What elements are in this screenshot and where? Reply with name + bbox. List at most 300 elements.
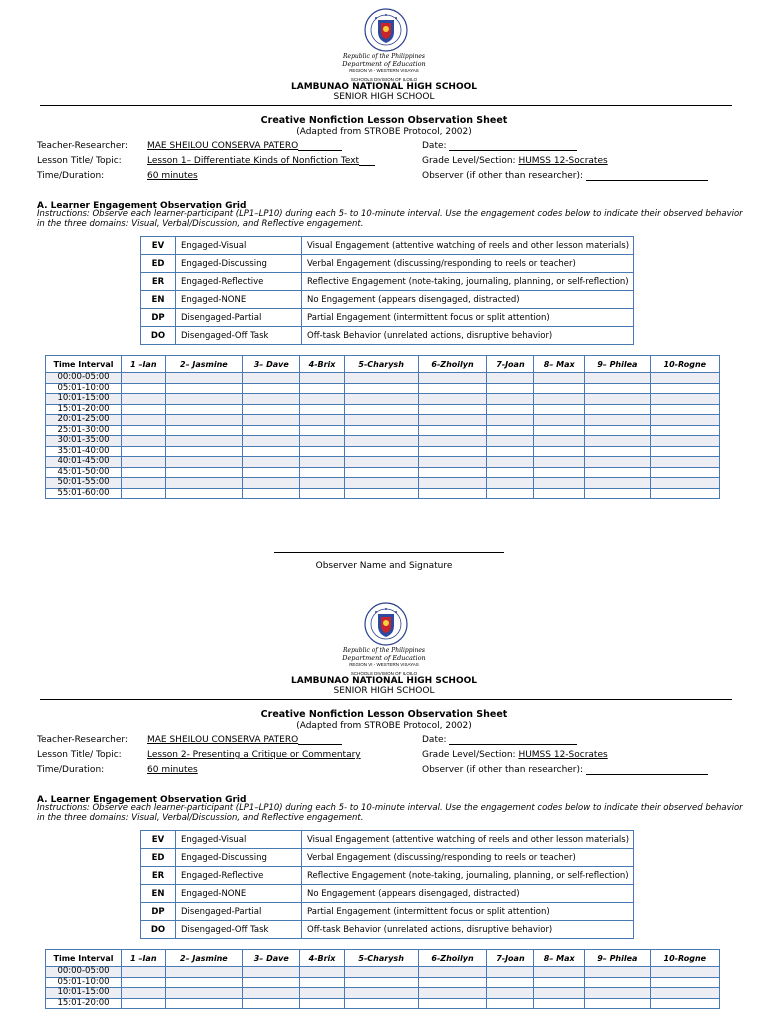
observation-cell[interactable] xyxy=(165,394,242,405)
observation-cell[interactable] xyxy=(122,478,166,489)
code-row xyxy=(141,849,634,867)
observation-cell[interactable] xyxy=(300,415,344,426)
observation-cell[interactable] xyxy=(650,404,719,415)
observation-cell[interactable] xyxy=(650,467,719,478)
observation-cell[interactable] xyxy=(122,436,166,447)
observation-cell[interactable] xyxy=(243,436,300,447)
learner-header: 4-Brix xyxy=(300,356,344,373)
observation-cell[interactable] xyxy=(300,467,344,478)
republic-text: Republic of the Philippines xyxy=(343,53,425,60)
observation-cell[interactable] xyxy=(534,967,585,978)
table-row xyxy=(46,488,720,499)
observation-cell[interactable] xyxy=(243,988,300,999)
code-row xyxy=(141,273,634,291)
observation-cell[interactable] xyxy=(122,967,166,978)
observation-cell[interactable] xyxy=(534,394,585,405)
observation-cell[interactable] xyxy=(344,383,418,394)
observation-cell[interactable] xyxy=(418,394,487,405)
observation-cell[interactable] xyxy=(243,425,300,436)
code-row xyxy=(141,867,634,885)
observation-cell[interactable] xyxy=(300,478,344,489)
observation-cell[interactable] xyxy=(300,488,344,499)
time-interval-header: Time Interval xyxy=(46,356,122,373)
region-text: REGION VI - WESTERN VISAYAS xyxy=(349,662,419,667)
observation-cell[interactable] xyxy=(243,478,300,489)
learner-header: 7-Joan xyxy=(487,356,534,373)
observation-cell[interactable] xyxy=(487,988,534,999)
table-row xyxy=(46,394,720,405)
time-interval-cell: 20:01-25:00 xyxy=(46,415,122,426)
observation-cell[interactable] xyxy=(122,488,166,499)
observation-cell[interactable] xyxy=(243,488,300,499)
observation-cell[interactable] xyxy=(585,478,651,489)
region-text: REGION VI - WESTERN VISAYAS xyxy=(349,68,419,73)
grade-section-field: Grade Level/Section: HUMSS 12-Socrates xyxy=(422,156,608,166)
observation-cell[interactable] xyxy=(243,394,300,405)
observation-cell[interactable] xyxy=(122,394,166,405)
code-row xyxy=(141,309,634,327)
code-desc-cell: No Engagement (appears disengaged, distracted) xyxy=(302,291,634,309)
observation-cell[interactable] xyxy=(418,478,487,489)
observation-cell[interactable] xyxy=(487,478,534,489)
observation-cell[interactable] xyxy=(243,457,300,468)
observation-cell[interactable] xyxy=(122,425,166,436)
observation-cell[interactable] xyxy=(418,977,487,988)
table-row xyxy=(46,436,720,447)
observation-cell[interactable] xyxy=(344,394,418,405)
observation-cell[interactable] xyxy=(300,446,344,457)
time-interval-cell: 55:01-60:00 xyxy=(46,488,122,499)
section-title: A. Learner Engagement Observation Grid xyxy=(37,795,247,805)
observation-cell[interactable] xyxy=(487,467,534,478)
observation-cell[interactable] xyxy=(585,404,651,415)
school-name: LAMBUNAO NATIONAL HIGH SCHOOL xyxy=(291,676,477,686)
observation-cell[interactable] xyxy=(585,425,651,436)
learner-header: 4-Brix xyxy=(300,950,344,967)
sheet-title: Creative Nonfiction Lesson Observation Sheet xyxy=(260,115,508,126)
code-code-cell: ED xyxy=(141,255,176,273)
code-name-cell: Disengaged-Off Task xyxy=(176,921,302,939)
table-row xyxy=(46,478,720,489)
observation-cell[interactable] xyxy=(585,967,651,978)
observation-cell[interactable] xyxy=(243,415,300,426)
observation-cell[interactable] xyxy=(344,415,418,426)
sheet-title: Creative Nonfiction Lesson Observation Sheet xyxy=(260,709,508,720)
observation-cell[interactable] xyxy=(534,404,585,415)
observation-cell[interactable] xyxy=(344,998,418,1009)
observation-cell[interactable] xyxy=(344,488,418,499)
observation-cell[interactable] xyxy=(243,967,300,978)
observation-cell[interactable] xyxy=(650,478,719,489)
learner-header: 2– Jasmine xyxy=(165,950,242,967)
observation-cell[interactable] xyxy=(487,425,534,436)
observation-cell[interactable] xyxy=(344,436,418,447)
deped-seal-icon xyxy=(364,8,408,52)
learner-header: 10-Rogne xyxy=(650,356,719,373)
observation-cell[interactable] xyxy=(165,967,242,978)
observation-cell[interactable] xyxy=(487,977,534,988)
code-name-cell: Engaged-Discussing xyxy=(176,849,302,867)
time-label: Time/Duration: xyxy=(37,171,105,181)
time-interval-cell: 05:01-10:00 xyxy=(46,383,122,394)
observation-cell[interactable] xyxy=(534,436,585,447)
observation-cell[interactable] xyxy=(534,467,585,478)
observation-cell[interactable] xyxy=(534,425,585,436)
observation-cell[interactable] xyxy=(534,383,585,394)
observation-cell[interactable] xyxy=(487,373,534,384)
code-desc-cell: Reflective Engagement (note-taking, journaling, planning, or self-reflection) xyxy=(302,273,634,291)
observation-cell[interactable] xyxy=(300,404,344,415)
observation-cell[interactable] xyxy=(122,467,166,478)
observation-cell[interactable] xyxy=(165,457,242,468)
code-name-cell: Engaged-Visual xyxy=(176,237,302,255)
time-interval-cell: 35:01-40:00 xyxy=(46,446,122,457)
time-interval-cell: 15:01-20:00 xyxy=(46,998,122,1009)
table-row xyxy=(46,425,720,436)
table-row xyxy=(46,467,720,478)
engagement-codes-table xyxy=(140,236,634,345)
code-name-cell: Disengaged-Off Task xyxy=(176,327,302,345)
observation-cell[interactable] xyxy=(585,446,651,457)
republic-text: Republic of the Philippines xyxy=(343,647,425,654)
learner-header: 3– Dave xyxy=(243,356,300,373)
observation-grid xyxy=(45,949,720,1009)
observation-cell[interactable] xyxy=(585,467,651,478)
observation-cell[interactable] xyxy=(243,977,300,988)
observation-cell[interactable] xyxy=(650,415,719,426)
duration-value: 60 minutes xyxy=(147,171,198,181)
code-code-cell: EN xyxy=(141,291,176,309)
table-row xyxy=(46,457,720,468)
learner-header: 5-Charysh xyxy=(344,356,418,373)
table-row xyxy=(46,373,720,384)
code-desc-cell: Visual Engagement (attentive watching of reels and other lesson materials) xyxy=(302,831,634,849)
observation-cell[interactable] xyxy=(165,383,242,394)
observation-cell[interactable] xyxy=(534,488,585,499)
observation-cell[interactable] xyxy=(534,457,585,468)
learner-header: 1 –Ian xyxy=(122,950,166,967)
table-row xyxy=(46,967,720,978)
observation-cell[interactable] xyxy=(122,998,166,1009)
observation-cell[interactable] xyxy=(122,457,166,468)
observation-cell[interactable] xyxy=(243,446,300,457)
observation-cell[interactable] xyxy=(650,967,719,978)
code-code-cell: DP xyxy=(141,903,176,921)
deped-seal-icon xyxy=(364,602,408,646)
code-desc-cell: No Engagement (appears disengaged, distracted) xyxy=(302,885,634,903)
observation-cell[interactable] xyxy=(534,373,585,384)
observation-cell[interactable] xyxy=(534,415,585,426)
observation-cell[interactable] xyxy=(165,404,242,415)
school-name: LAMBUNAO NATIONAL HIGH SCHOOL xyxy=(291,82,477,92)
code-name-cell: Engaged-Visual xyxy=(176,831,302,849)
observation-cell[interactable] xyxy=(344,967,418,978)
observation-cell[interactable] xyxy=(344,478,418,489)
learner-header: 7-Joan xyxy=(487,950,534,967)
observation-cell[interactable] xyxy=(300,436,344,447)
observation-cell[interactable] xyxy=(300,967,344,978)
code-row xyxy=(141,255,634,273)
observation-cell[interactable] xyxy=(165,998,242,1009)
observation-cell[interactable] xyxy=(122,373,166,384)
observation-cell[interactable] xyxy=(243,998,300,1009)
observation-cell[interactable] xyxy=(344,467,418,478)
observation-cell[interactable] xyxy=(300,988,344,999)
observation-cell[interactable] xyxy=(418,373,487,384)
signature-line[interactable] xyxy=(274,552,504,553)
observation-cell[interactable] xyxy=(585,373,651,384)
observation-cell[interactable] xyxy=(344,988,418,999)
learner-header: 5-Charysh xyxy=(344,950,418,967)
time-interval-cell: 50:01-55:00 xyxy=(46,478,122,489)
observation-cell[interactable] xyxy=(418,467,487,478)
observation-cell[interactable] xyxy=(487,394,534,405)
code-desc-cell: Visual Engagement (attentive watching of reels and other lesson materials) xyxy=(302,237,634,255)
code-row xyxy=(141,237,634,255)
observation-cell[interactable] xyxy=(585,488,651,499)
signature-label: Observer Name and Signature xyxy=(315,561,453,571)
code-desc-cell: Off-task Behavior (unrelated actions, disruptive behavior) xyxy=(302,327,634,345)
time-interval-cell: 05:01-10:00 xyxy=(46,977,122,988)
observation-cell[interactable] xyxy=(300,425,344,436)
observation-cell[interactable] xyxy=(344,373,418,384)
learner-header: 8– Max xyxy=(534,356,585,373)
time-interval-cell: 00:00-05:00 xyxy=(46,373,122,384)
observation-cell[interactable] xyxy=(585,977,651,988)
department-text: Department of Education xyxy=(342,654,426,662)
observation-cell[interactable] xyxy=(650,446,719,457)
observation-cell[interactable] xyxy=(165,988,242,999)
observation-cell[interactable] xyxy=(300,383,344,394)
observation-cell[interactable] xyxy=(650,394,719,405)
code-row xyxy=(141,327,634,345)
observation-cell[interactable] xyxy=(122,977,166,988)
observation-cell[interactable] xyxy=(165,478,242,489)
observation-cell[interactable] xyxy=(534,998,585,1009)
lesson-value: Lesson 1– Differentiate Kinds of Nonfiction Text xyxy=(147,156,375,166)
observation-cell[interactable] xyxy=(487,967,534,978)
code-name-cell: Engaged-NONE xyxy=(176,291,302,309)
learner-header: 9– Philea xyxy=(585,356,651,373)
observation-cell[interactable] xyxy=(122,446,166,457)
observation-cell[interactable] xyxy=(585,383,651,394)
observation-cell[interactable] xyxy=(122,383,166,394)
date-field[interactable]: Date: xyxy=(422,141,577,151)
time-label: Time/Duration: xyxy=(37,765,105,775)
code-code-cell: EN xyxy=(141,885,176,903)
observation-cell[interactable] xyxy=(165,977,242,988)
code-name-cell: Engaged-Reflective xyxy=(176,867,302,885)
observation-cell[interactable] xyxy=(122,988,166,999)
time-interval-cell: 40:01-45:00 xyxy=(46,457,122,468)
observation-cell[interactable] xyxy=(243,383,300,394)
code-code-cell: DO xyxy=(141,327,176,345)
observation-cell[interactable] xyxy=(122,415,166,426)
observation-cell[interactable] xyxy=(650,488,719,499)
header-divider xyxy=(40,699,732,700)
observation-cell[interactable] xyxy=(534,446,585,457)
observation-cell[interactable] xyxy=(650,998,719,1009)
observation-cell[interactable] xyxy=(487,457,534,468)
learner-header: 2– Jasmine xyxy=(165,356,242,373)
observation-cell[interactable] xyxy=(344,446,418,457)
table-row xyxy=(46,404,720,415)
observation-cell[interactable] xyxy=(418,404,487,415)
observation-cell[interactable] xyxy=(650,383,719,394)
table-row xyxy=(46,988,720,999)
teacher-value: MAE SHEILOU CONSERVA PATERO xyxy=(147,735,342,745)
observation-cell[interactable] xyxy=(534,977,585,988)
observation-cell[interactable] xyxy=(418,457,487,468)
header-divider xyxy=(40,105,732,106)
observation-cell[interactable] xyxy=(487,436,534,447)
instructions-text: Instructions: Observe each learner-participant (LP1–LP10) during each 5- to 10-minute interval. Use the engagement codes below to indicate their observed behavior in the three domains: Visual, Verbal/Discussion, and Reflective engagement. xyxy=(37,209,743,229)
observation-cell[interactable] xyxy=(165,467,242,478)
teacher-value: MAE SHEILOU CONSERVA PATERO xyxy=(147,141,342,151)
learner-header: 9– Philea xyxy=(585,950,651,967)
observation-cell[interactable] xyxy=(534,988,585,999)
observation-cell[interactable] xyxy=(418,425,487,436)
code-code-cell: ER xyxy=(141,867,176,885)
observation-cell[interactable] xyxy=(122,404,166,415)
observation-cell[interactable] xyxy=(650,436,719,447)
table-row xyxy=(46,415,720,426)
observation-cell[interactable] xyxy=(165,488,242,499)
engagement-codes-table xyxy=(140,830,634,939)
observation-cell[interactable] xyxy=(534,478,585,489)
observation-cell[interactable] xyxy=(487,488,534,499)
observation-cell[interactable] xyxy=(418,998,487,1009)
observation-cell[interactable] xyxy=(243,373,300,384)
observation-cell[interactable] xyxy=(418,488,487,499)
observation-cell[interactable] xyxy=(585,998,651,1009)
observer-field[interactable]: Observer (if other than researcher): xyxy=(422,765,708,775)
observation-cell[interactable] xyxy=(585,457,651,468)
observation-cell[interactable] xyxy=(300,977,344,988)
observation-cell[interactable] xyxy=(487,998,534,1009)
observation-cell[interactable] xyxy=(243,404,300,415)
sheet-subtitle: (Adapted from STROBE Protocol, 2002) xyxy=(296,127,472,137)
time-interval-header: Time Interval xyxy=(46,950,122,967)
instructions-text: Instructions: Observe each learner-participant (LP1–LP10) during each 5- to 10-minute interval. Use the engagement codes below to indicate their observed behavior in the three domains: Visual, Verbal/Discussion, and Reflective engagement. xyxy=(37,803,743,823)
learner-header: 1 –Ian xyxy=(122,356,166,373)
code-row xyxy=(141,291,634,309)
observation-cell[interactable] xyxy=(418,383,487,394)
observation-cell[interactable] xyxy=(300,394,344,405)
observation-cell[interactable] xyxy=(650,457,719,468)
observation-cell[interactable] xyxy=(344,457,418,468)
learner-header: 6-Zhoilyn xyxy=(418,356,487,373)
observation-cell[interactable] xyxy=(300,373,344,384)
observation-cell[interactable] xyxy=(165,415,242,426)
section-title: A. Learner Engagement Observation Grid xyxy=(37,201,247,211)
code-code-cell: DP xyxy=(141,309,176,327)
date-field[interactable]: Date: xyxy=(422,735,577,745)
time-interval-cell: 15:01-20:00 xyxy=(46,404,122,415)
observation-cell[interactable] xyxy=(650,977,719,988)
table-row xyxy=(46,998,720,1009)
code-desc-cell: Off-task Behavior (unrelated actions, disruptive behavior) xyxy=(302,921,634,939)
teacher-label: Teacher-Researcher: xyxy=(37,735,128,745)
observation-cell[interactable] xyxy=(344,977,418,988)
time-interval-cell: 45:01-50:00 xyxy=(46,467,122,478)
code-name-cell: Engaged-Discussing xyxy=(176,255,302,273)
observation-cell[interactable] xyxy=(650,425,719,436)
code-name-cell: Disengaged-Partial xyxy=(176,903,302,921)
code-row xyxy=(141,885,634,903)
observation-cell[interactable] xyxy=(650,988,719,999)
observation-grid xyxy=(45,355,720,499)
code-code-cell: EV xyxy=(141,237,176,255)
observation-cell[interactable] xyxy=(300,457,344,468)
observation-cell[interactable] xyxy=(585,436,651,447)
sheet-subtitle: (Adapted from STROBE Protocol, 2002) xyxy=(296,721,472,731)
observation-cell[interactable] xyxy=(418,988,487,999)
lesson-label: Lesson Title/ Topic: xyxy=(37,750,122,760)
time-interval-cell: 00:00-05:00 xyxy=(46,967,122,978)
lesson-label: Lesson Title/ Topic: xyxy=(37,156,122,166)
observation-cell[interactable] xyxy=(418,967,487,978)
learner-header: 6-Zhoilyn xyxy=(418,950,487,967)
senior-high-label: SENIOR HIGH SCHOOL xyxy=(333,686,435,696)
observation-cell[interactable] xyxy=(344,404,418,415)
observation-cell[interactable] xyxy=(344,425,418,436)
observation-cell[interactable] xyxy=(650,373,719,384)
table-row xyxy=(46,977,720,988)
time-interval-cell: 30:01-35:00 xyxy=(46,436,122,447)
observation-cell[interactable] xyxy=(418,415,487,426)
code-row xyxy=(141,921,634,939)
observation-cell[interactable] xyxy=(585,394,651,405)
learner-header: 10-Rogne xyxy=(650,950,719,967)
time-interval-cell: 10:01-15:00 xyxy=(46,394,122,405)
observation-cell[interactable] xyxy=(418,446,487,457)
observation-cell[interactable] xyxy=(165,373,242,384)
observation-cell[interactable] xyxy=(300,998,344,1009)
learner-header: 8– Max xyxy=(534,950,585,967)
observation-cell[interactable] xyxy=(165,446,242,457)
lesson-value: Lesson 2- Presenting a Critique or Commentary xyxy=(147,750,361,760)
observer-field[interactable]: Observer (if other than researcher): xyxy=(422,171,708,181)
code-name-cell: Disengaged-Partial xyxy=(176,309,302,327)
code-code-cell: ER xyxy=(141,273,176,291)
observation-cell[interactable] xyxy=(165,425,242,436)
observation-cell[interactable] xyxy=(418,436,487,447)
observation-cell[interactable] xyxy=(243,467,300,478)
observation-cell[interactable] xyxy=(487,446,534,457)
time-interval-cell: 10:01-15:00 xyxy=(46,988,122,999)
learner-header: 3– Dave xyxy=(243,950,300,967)
senior-high-label: SENIOR HIGH SCHOOL xyxy=(333,92,435,102)
observation-cell[interactable] xyxy=(487,404,534,415)
code-code-cell: ED xyxy=(141,849,176,867)
observation-cell[interactable] xyxy=(585,415,651,426)
division-text: SCHOOLS DIVISION OF ILOILO xyxy=(350,671,418,676)
observation-cell[interactable] xyxy=(585,988,651,999)
table-row xyxy=(46,383,720,394)
teacher-label: Teacher-Researcher: xyxy=(37,141,128,151)
code-desc-cell: Partial Engagement (intermittent focus or split attention) xyxy=(302,903,634,921)
code-desc-cell: Partial Engagement (intermittent focus or split attention) xyxy=(302,309,634,327)
observation-cell[interactable] xyxy=(487,415,534,426)
observation-cell[interactable] xyxy=(165,436,242,447)
grade-section-field: Grade Level/Section: HUMSS 12-Socrates xyxy=(422,750,608,760)
code-name-cell: Engaged-Reflective xyxy=(176,273,302,291)
code-desc-cell: Reflective Engagement (note-taking, journaling, planning, or self-reflection) xyxy=(302,867,634,885)
observation-cell[interactable] xyxy=(487,383,534,394)
code-code-cell: DO xyxy=(141,921,176,939)
code-code-cell: EV xyxy=(141,831,176,849)
